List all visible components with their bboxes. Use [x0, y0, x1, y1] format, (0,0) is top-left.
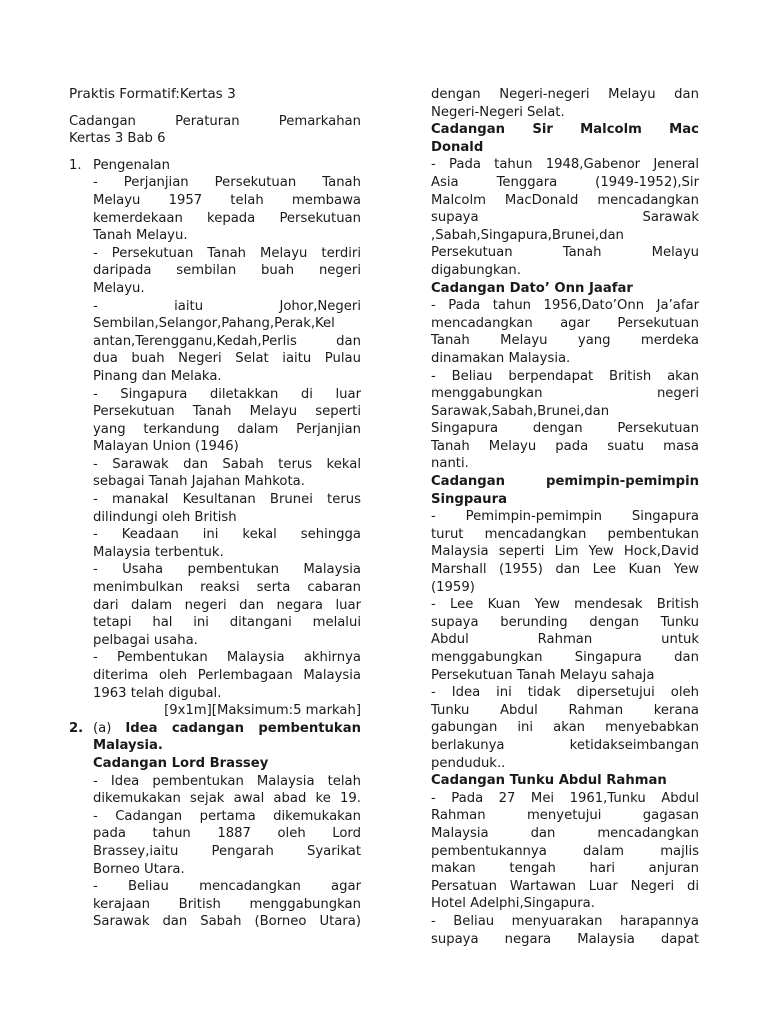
text-line: kemerdekaan kepada Persekutuan	[93, 210, 361, 226]
text-line: makan tengah hari anjuran	[431, 861, 699, 877]
section-number: 1.	[69, 157, 82, 173]
text-line: pelbagai usaha.	[93, 632, 198, 648]
text-line: Persekutuan Tanah Melayu seperti	[93, 404, 361, 420]
section-heading: Pengenalan	[93, 157, 170, 173]
text-line: Marshall (1955) dan Lee Kuan Yew	[431, 562, 699, 578]
text-line: - Singapura diletakkan di luar	[93, 386, 361, 402]
left-column	[69, 86, 361, 931]
text-line: Hotel Adelphi,Singapura.	[431, 896, 595, 912]
text-line: Pinang dan Melaka.	[93, 368, 222, 384]
text-line: digabungkan.	[431, 262, 521, 278]
text-line: penduduk..	[431, 755, 506, 771]
text-line: Sarawak,Sabah,Brunei,dan	[431, 403, 610, 419]
text-line: antan,Terengganu,Kedah,Perlis dan	[93, 333, 361, 349]
text-line: dikemukakan sejak awal abad ke 19.	[93, 791, 361, 807]
text-line: - Pada tahun 1948,Gabenor Jeneral	[431, 157, 699, 173]
text-line: - Pemimpin-pemimpin Singapura	[431, 509, 699, 525]
right-column	[431, 86, 699, 948]
subsection-heading: Donald	[431, 139, 484, 155]
text-line: pembentukannya dalam majlis	[431, 843, 699, 859]
text-line: berlakunya ketidakseimbangan	[431, 737, 699, 753]
subsection-heading: Cadangan Tunku Abdul Rahman	[431, 773, 667, 789]
subsection-heading: Cadangan Lord Brassey	[93, 755, 269, 771]
text-line: kerajaan British menggabungkan	[93, 896, 361, 912]
text-line: Sarawak dan Sabah (Borneo Utara)	[93, 914, 361, 930]
text-line: tetapi hal ini ditangani melalui	[93, 615, 361, 631]
subtitle	[69, 113, 361, 148]
text-line: menggabungkan negeri	[431, 386, 699, 402]
text-line: Tanah Melayu.	[93, 228, 188, 244]
text-line: Brassey,iaitu Pengarah Syarikat	[93, 843, 361, 859]
text-line: - Cadangan pertama dikemukakan	[93, 808, 361, 824]
text-line: - iaitu Johor,Negeri	[93, 298, 361, 314]
text-line: - Persekutuan Tanah Melayu terdiri	[93, 245, 361, 261]
section-number: 2.	[69, 720, 84, 736]
text-line: Malaysia dan mencadangkan	[431, 825, 699, 841]
text-line: - Pembentukan Malaysia akhirnya	[93, 650, 361, 666]
text-line: Melayu.	[93, 280, 145, 296]
section-1	[69, 157, 361, 720]
subtitle-line: Kertas 3 Bab 6	[69, 131, 166, 147]
text-line: supaya berunding dengan Tunku	[431, 614, 699, 630]
text-line: Tunku Abdul Rahman kerana	[431, 702, 699, 718]
text-line: Persekutuan Tanah Melayu	[431, 245, 699, 261]
text-line: - Sarawak dan Sabah terus kekal	[93, 456, 361, 472]
text-line: - Pada 27 Mei 1961,Tunku Abdul	[431, 790, 699, 806]
text-line: Negeri-Negeri Selat.	[431, 104, 565, 120]
text-line: Rahman menyetujui gagasan	[431, 808, 699, 824]
text-line: - Beliau menyuarakan harapannya	[431, 913, 699, 929]
text-line: turut mencadangkan pembentukan	[431, 526, 699, 542]
heading-text: Idea cadangan pembentukan	[125, 720, 361, 736]
text-line: daripada sembilan buah negeri	[93, 263, 361, 279]
text-line: pada tahun 1887 oleh Lord	[93, 826, 361, 842]
text-line: Sembilan,Selangor,Pahang,Perak,Kel	[93, 316, 335, 332]
section-heading	[93, 720, 361, 738]
text-line: - Lee Kuan Yew mendesak British	[431, 597, 699, 613]
text-line: - Keadaan ini kekal sehingga	[93, 527, 361, 543]
section-2	[69, 720, 361, 931]
text-line: Abdul Rahman untuk	[431, 632, 699, 648]
text-line: yang terkandung dalam Perjanjian	[93, 421, 361, 437]
text-line: dilindungi oleh British	[93, 509, 237, 525]
marks-note: [9x1m][Maksimum:5 markah]	[164, 703, 361, 719]
text-line: mencadangkan agar Persekutuan	[431, 315, 699, 331]
text-line: diterima oleh Perlembagaan Malaysia	[93, 668, 361, 683]
text-line: - Usaha pembentukan Malaysia	[93, 562, 361, 578]
text-line: dengan Negeri-negeri Melayu dan	[431, 87, 699, 102]
text-line: nanti.	[431, 456, 469, 472]
text-line: gabungan ini akan menyebabkan	[431, 720, 699, 736]
text-line: Tanah Melayu yang merdeka	[431, 333, 699, 349]
text-line: - Idea pembentukan Malaysia telah	[93, 773, 361, 789]
text-line: supaya negara Malaysia dapat	[431, 931, 699, 947]
subsection-heading: Cadangan Sir Malcolm Mac	[431, 122, 699, 138]
text-line: menimbulkan reaksi serta cabaran	[93, 580, 361, 596]
text-line: (1959)	[431, 579, 475, 595]
text-line: 1963 telah digubal.	[93, 685, 222, 701]
text-line: Persatuan Wartawan Luar Negeri di	[431, 878, 699, 894]
text-line: sebagai Tanah Jajahan Mahkota.	[93, 474, 305, 490]
subtitle-line: Cadangan Peraturan Pemarkahan	[69, 113, 361, 129]
subsection-heading: Cadangan pemimpin-pemimpin	[431, 474, 699, 490]
text-line: - Beliau berpendapat British akan	[431, 368, 699, 384]
subsection-heading: Singpaura	[431, 491, 507, 507]
text-line: - manakal Kesultanan Brunei terus	[93, 492, 361, 508]
text-line: Persekutuan Tanah Melayu sahaja	[431, 667, 655, 683]
text-line: Malaysia seperti Lim Yew Hock,David	[431, 544, 699, 560]
text-line: supaya Sarawak	[431, 210, 699, 226]
text-line: ,Sabah,Singapura,Brunei,dan	[431, 227, 624, 243]
text-line: dari dalam negeri dan negara luar	[93, 597, 361, 613]
text-line: - Perjanjian Persekutuan Tanah	[93, 175, 361, 191]
text-line: Borneo Utara.	[93, 861, 185, 877]
text-line: menggabungkan Singapura dan	[431, 650, 699, 665]
part-label: (a)	[93, 720, 112, 736]
text-line: dinamakan Malaysia.	[431, 350, 571, 366]
subsection-heading: Cadangan Dato’ Onn Jaafar	[431, 280, 633, 296]
text-line: Malayan Union (1946)	[93, 439, 239, 455]
text-line: Asia Tenggara (1949-1952),Sir	[431, 174, 699, 190]
text-line: Melayu 1957 telah membawa	[93, 192, 361, 208]
text-line: Malaysia terbentuk.	[93, 544, 224, 560]
text-line: - Idea ini tidak dipersetujui oleh	[431, 685, 699, 701]
page-title: Praktis Formatif:Kertas 3	[69, 86, 236, 102]
text-line: Malcolm MacDonald mencadangkan	[431, 192, 699, 208]
text-line: - Beliau mencadangkan agar	[93, 879, 361, 895]
text-line: Singapura dengan Persekutuan	[431, 421, 699, 437]
section-heading: Malaysia.	[93, 738, 163, 754]
text-line: - Pada tahun 1956,Dato’Onn Ja’afar	[431, 298, 699, 314]
text-line: Tanah Melayu pada suatu masa	[431, 438, 699, 454]
text-line: dua buah Negeri Selat iaitu Pulau	[93, 351, 361, 367]
